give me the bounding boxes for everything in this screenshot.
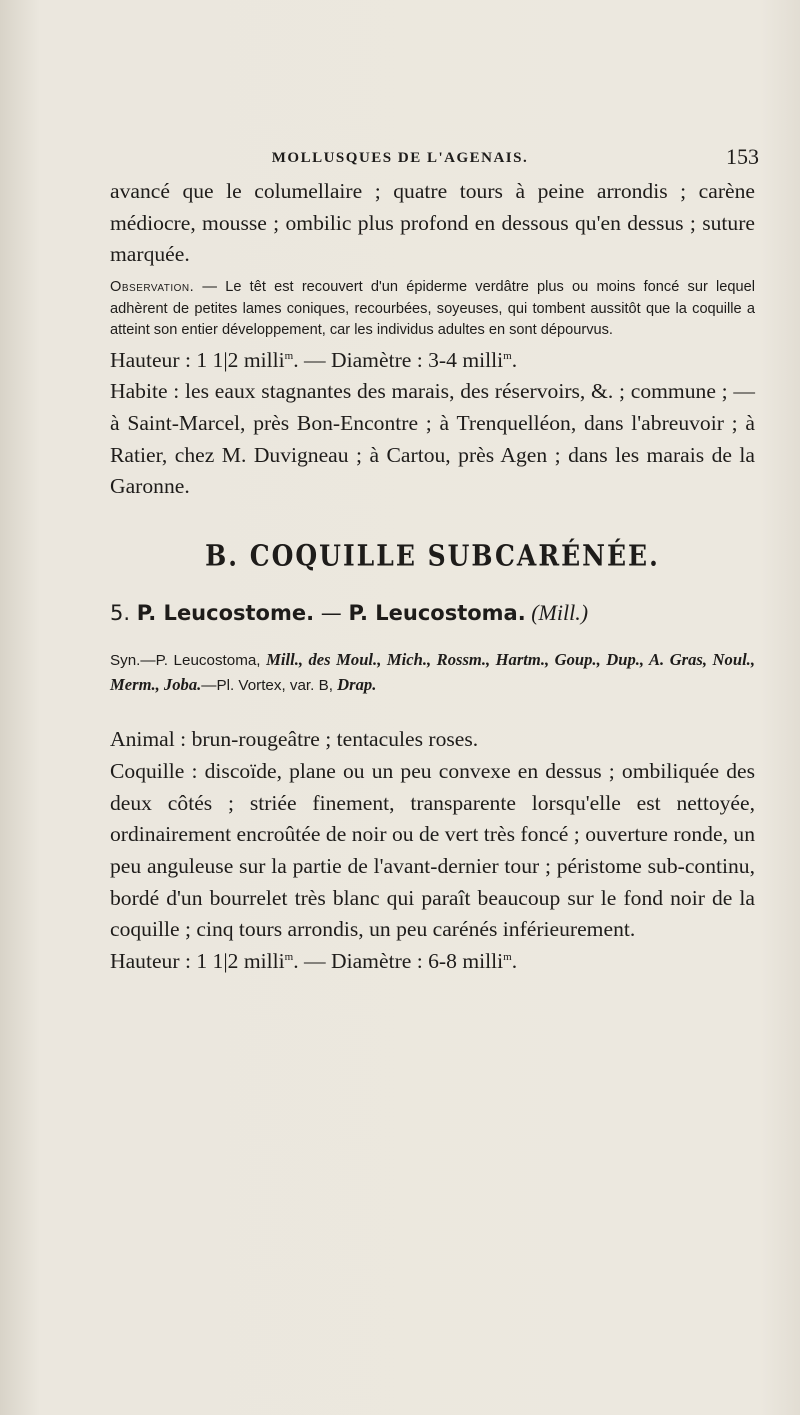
syn-drap: Drap. — [337, 675, 377, 695]
dims1-height: Hauteur : 1 1|2 milli — [110, 347, 285, 372]
running-title: MOLLUSQUES DE L'AGENAIS. — [271, 150, 529, 166]
observation-paragraph — [110, 277, 755, 342]
dims2-end: . — [511, 949, 518, 974]
dims2-diameter: . — Diamètre : 6-8 milli — [293, 949, 504, 974]
dimensions-line-1 — [110, 345, 755, 377]
syn-tail: —Pl. Vortex, var. B, — [201, 677, 338, 695]
syn-label: Syn.—P. Leucostoma, — [110, 652, 267, 670]
dims1-end: . — [511, 347, 518, 372]
coquille-paragraph: Coquille : discoïde, plane ou un peu convexe en dessus ; ombiliquée des deux côtés ; striée finement, transparente lorsqu'elle est nettoyée, ordinairement encroûtée de noir ou de vert très foncé ; ouverture ronde, un peu anguleuse sur la partie de l'avant-dernier tour ; péristome sub-continu, bordé d'un bourrelet très blanc qui paraît beaucoup sur le fond noir de la coquille ; cinq tours arrondis, un peu carénés inférieurement. — [110, 758, 755, 942]
text-block — [110, 176, 755, 978]
dims1-sup: m — [284, 349, 294, 362]
species-author: (Mill.) — [525, 600, 589, 626]
dims2-sup2: m — [503, 950, 512, 963]
species-french-name: P. Leucostome. — [136, 601, 315, 626]
animal-paragraph: Animal : brun-rougeâtre ; tentacules roses. — [110, 727, 479, 752]
dims2-sup: m — [284, 950, 294, 963]
page-number: 153 — [726, 144, 759, 169]
paragraph-continuation: avancé que le columellaire ; quatre tours à peine arrondis ; carène médiocre, mousse ; ombilic plus profond en dessous qu'en dessus ; suture marquée. — [110, 179, 755, 267]
synonymy-paragraph — [110, 648, 755, 698]
species-heading — [110, 598, 755, 628]
species-number: 5. — [110, 601, 131, 626]
section-heading: B. COQUILLE SUBCARÉNÉE. — [205, 538, 660, 573]
dims1-diameter: . — Diamètre : 3-4 milli — [293, 347, 504, 372]
dims1-sup2: m — [503, 349, 512, 362]
species-latin-name: P. Leucostoma. — [348, 601, 526, 626]
observation-label: Observation. — [110, 279, 195, 296]
syn-authors: Mill., des Moul., Mich., Rossm., Hartm., Goup., Dup., A. Gras, Noul., Merm., Joba. — [110, 650, 755, 695]
dimensions-line-2 — [110, 946, 755, 978]
species-separator: — — [314, 601, 349, 626]
observation-text: — Le têt est recouvert d'un épiderme verdâtre plus ou moins foncé sur lequel adhèrent de petites lames coniques, recourbées, soyeuses, qui tombent aussitôt que la coquille a atteint son entier développement, car les individus adultes en sont dépourvus. — [110, 279, 755, 339]
dims2-height: Hauteur : 1 1|2 milli — [110, 949, 285, 974]
habitat-paragraph: Habite : les eaux stagnantes des marais, des réservoirs, &. ; commune ; — à Saint-Marcel, près Bon-Encontre ; à Trenquelléon, dans l'abreuvoir ; à Ratier, chez M. Duvigneau ; à Cartou, près Agen ; dans les marais de la Garonne. — [110, 379, 755, 499]
